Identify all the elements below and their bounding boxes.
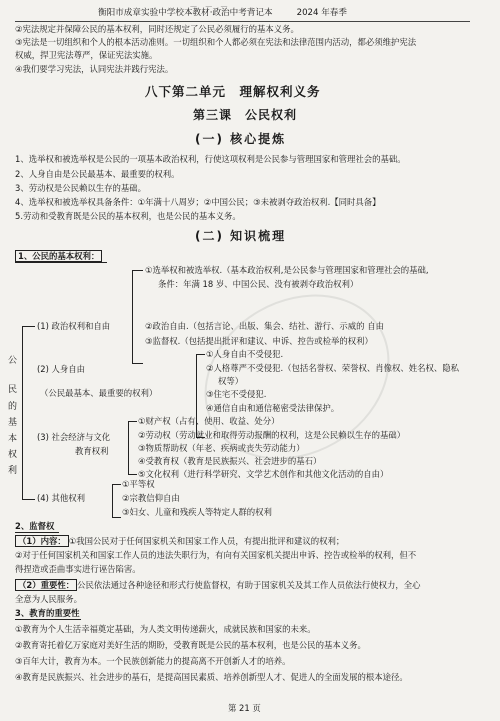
core-point: 1、选举权和被选举权是公民的一项基本政治权利，行使这项权利是公民参与管理国家和管理社会的基础。	[15, 154, 406, 164]
side-label-char: 权	[8, 450, 18, 460]
supervision-line: ②对于任何国家机关和国家工作人员的违法失职行为，有向有关国家机关提出申诉、控告或检举的权利，但不	[15, 550, 417, 560]
section-knowledge-title: (二) 知识梳理	[195, 229, 287, 243]
bracket-socioeconomic	[128, 421, 137, 475]
core-point: 4、选举权和被选举权具备条件：①年满十八周岁；②中国公民；③未被剥夺政治权利.【同时具备】	[15, 197, 381, 207]
supervision-importance-line2: 全意为人民服务。	[15, 594, 82, 604]
header-term: 2024 年春季	[296, 8, 347, 18]
supervision-content-row	[15, 536, 344, 546]
other-item: ①平等权	[122, 479, 155, 489]
bracket-other	[112, 484, 121, 518]
political-item: ②政治自由.（包括言论、出版、集会、结社、游行、示威的 自由	[145, 321, 384, 331]
side-label-char: 民	[8, 385, 18, 395]
socioeconomic-item: ①财产权（占有、使用、收益、处分）	[138, 416, 280, 426]
intro-line: 权威，捍卫宪法尊严，保证宪法实施。	[15, 50, 158, 60]
page-number: 第 21 页	[228, 703, 261, 713]
category-personal: (2) 人身自由	[37, 364, 86, 374]
supervision-line: 得捏造或歪曲事实进行诬告陷害。	[15, 564, 141, 574]
side-label-char: 本	[8, 434, 18, 444]
lesson-title: 第三课 公民权利	[193, 108, 298, 122]
bracket-political	[132, 270, 143, 364]
personal-item: ③住宅不受侵犯.	[206, 389, 267, 399]
socioeconomic-item: ⑤文化权利（进行科学研究、文学艺术创作和其他文化活动的自由）	[138, 469, 389, 479]
core-point: 2、人身自由是公民最基本、最重要的权利。	[15, 169, 180, 179]
header-title: 衡阳市成章实验中学校本教材·政治中考背记本	[98, 8, 273, 18]
unit-title: 八下第二单元 理解权利义务	[145, 84, 321, 99]
category-other: (4) 其他权利	[37, 493, 86, 503]
supervision-importance-row	[15, 580, 420, 590]
education-line: ①教育为个人生活幸福奠定基础，为人类文明传递薪火，成就民族和国家的未来。	[15, 624, 316, 634]
personal-item: ②人格尊严不受侵犯.（包括名誉权、荣誉权、肖像权、姓名权、隐私	[206, 363, 460, 373]
main-bracket	[22, 326, 35, 500]
education-line: ②教育寄托着亿万家庭对美好生活的期盼，受教育既是公民的基本权利，也是公民的基本义务。	[15, 640, 366, 650]
supervision-content-text: ①我国公民对于任何国家机关和国家工作人员，有提出批评和建议的权利；	[68, 536, 345, 546]
personal-item: ①人身自由不受侵犯.	[206, 349, 284, 359]
side-label-char: 基	[8, 418, 18, 428]
education-line: ④教育是民族振兴、社会进步的基石，是提高国民素质、培养创新型人才、促进人的全面发展的根本途径。	[15, 672, 408, 682]
personal-note: （公民最基本、最重要的权利）	[40, 388, 158, 398]
other-item: ②宗教信仰自由	[122, 493, 180, 503]
part3-underline	[15, 619, 81, 620]
section-core-title: (一) 核心提炼	[195, 132, 287, 146]
supervision-importance-label: （2）重要性：	[15, 579, 77, 591]
education-line: ③百年大计，教育为本。一个民族创新能力的提高离不开创新人才的培养。	[15, 656, 291, 666]
political-item: 条件：年满 18 岁、中国公民、没有被剥夺政治权利）	[158, 279, 359, 289]
side-label-char: 利	[8, 466, 18, 476]
core-point: 3、劳动权是公民赖以生存的基础。	[15, 183, 146, 193]
part1-label: 1、公民的基本权利：	[15, 250, 102, 262]
header-rule	[15, 21, 470, 22]
category-political: (1) 政治权利和自由	[37, 321, 111, 331]
other-item: ③妇女、儿童和残疾人等特定人群的权利	[122, 507, 272, 517]
political-item: ①选举权和被选举权.（基本政治权利,是公民参与管理国家和管理社会的基础,	[145, 265, 429, 275]
socioeconomic-item: ④受教育权（教育是民族振兴、社会进步的基石）	[138, 456, 322, 466]
socioeconomic-item: ②劳动权（劳动就业和取得劳动报酬的权利，这是公民赖以生存的基础）	[138, 430, 406, 440]
supervision-importance-text: 公民依法通过各种途径和形式行使监督权，有助于国家机关及其工作人员依法行使权力，全心	[77, 580, 421, 590]
intro-line: ④我们要学习宪法，认同宪法并践行宪法。	[15, 64, 174, 74]
personal-item: 权等）	[218, 376, 244, 386]
part1-underline	[15, 262, 107, 263]
part3-label: 3、教育的重要性	[15, 608, 80, 618]
supervision-content-label: （1）内容：	[15, 535, 69, 547]
intro-line: ③宪法是一切组织和个人的根本活动准则。一切组织和个人都必须在宪法和法律范围内活动，都必须维护宪法	[15, 37, 417, 47]
part2-label: 2、监督权	[15, 521, 55, 531]
category-socioeconomic-line2: 教育权利	[75, 446, 109, 456]
top-edge-marks: — — —	[190, 2, 231, 10]
page-header	[98, 8, 347, 18]
core-point: 5.劳动和受教育既是公民的基本权利，也是公民的基本义务。	[15, 211, 241, 221]
political-item: ③监督权.（包括提出批评和建议、申诉、控告或检举的权利）	[145, 336, 373, 346]
side-label-char: 公	[8, 356, 18, 366]
side-label-char: 的	[8, 402, 18, 412]
intro-line: ②宪法规定并保障公民的基本权利，同时还规定了公民必须履行的基本义务。	[15, 24, 299, 34]
personal-item: ④通信自由和通信秘密受法律保护。	[206, 403, 340, 413]
socioeconomic-item: ③物质帮助权（年老、疾病或丧失劳动能力）	[138, 443, 305, 453]
category-socioeconomic: (3) 社会经济与文化	[37, 432, 111, 442]
part2-underline	[15, 532, 59, 533]
